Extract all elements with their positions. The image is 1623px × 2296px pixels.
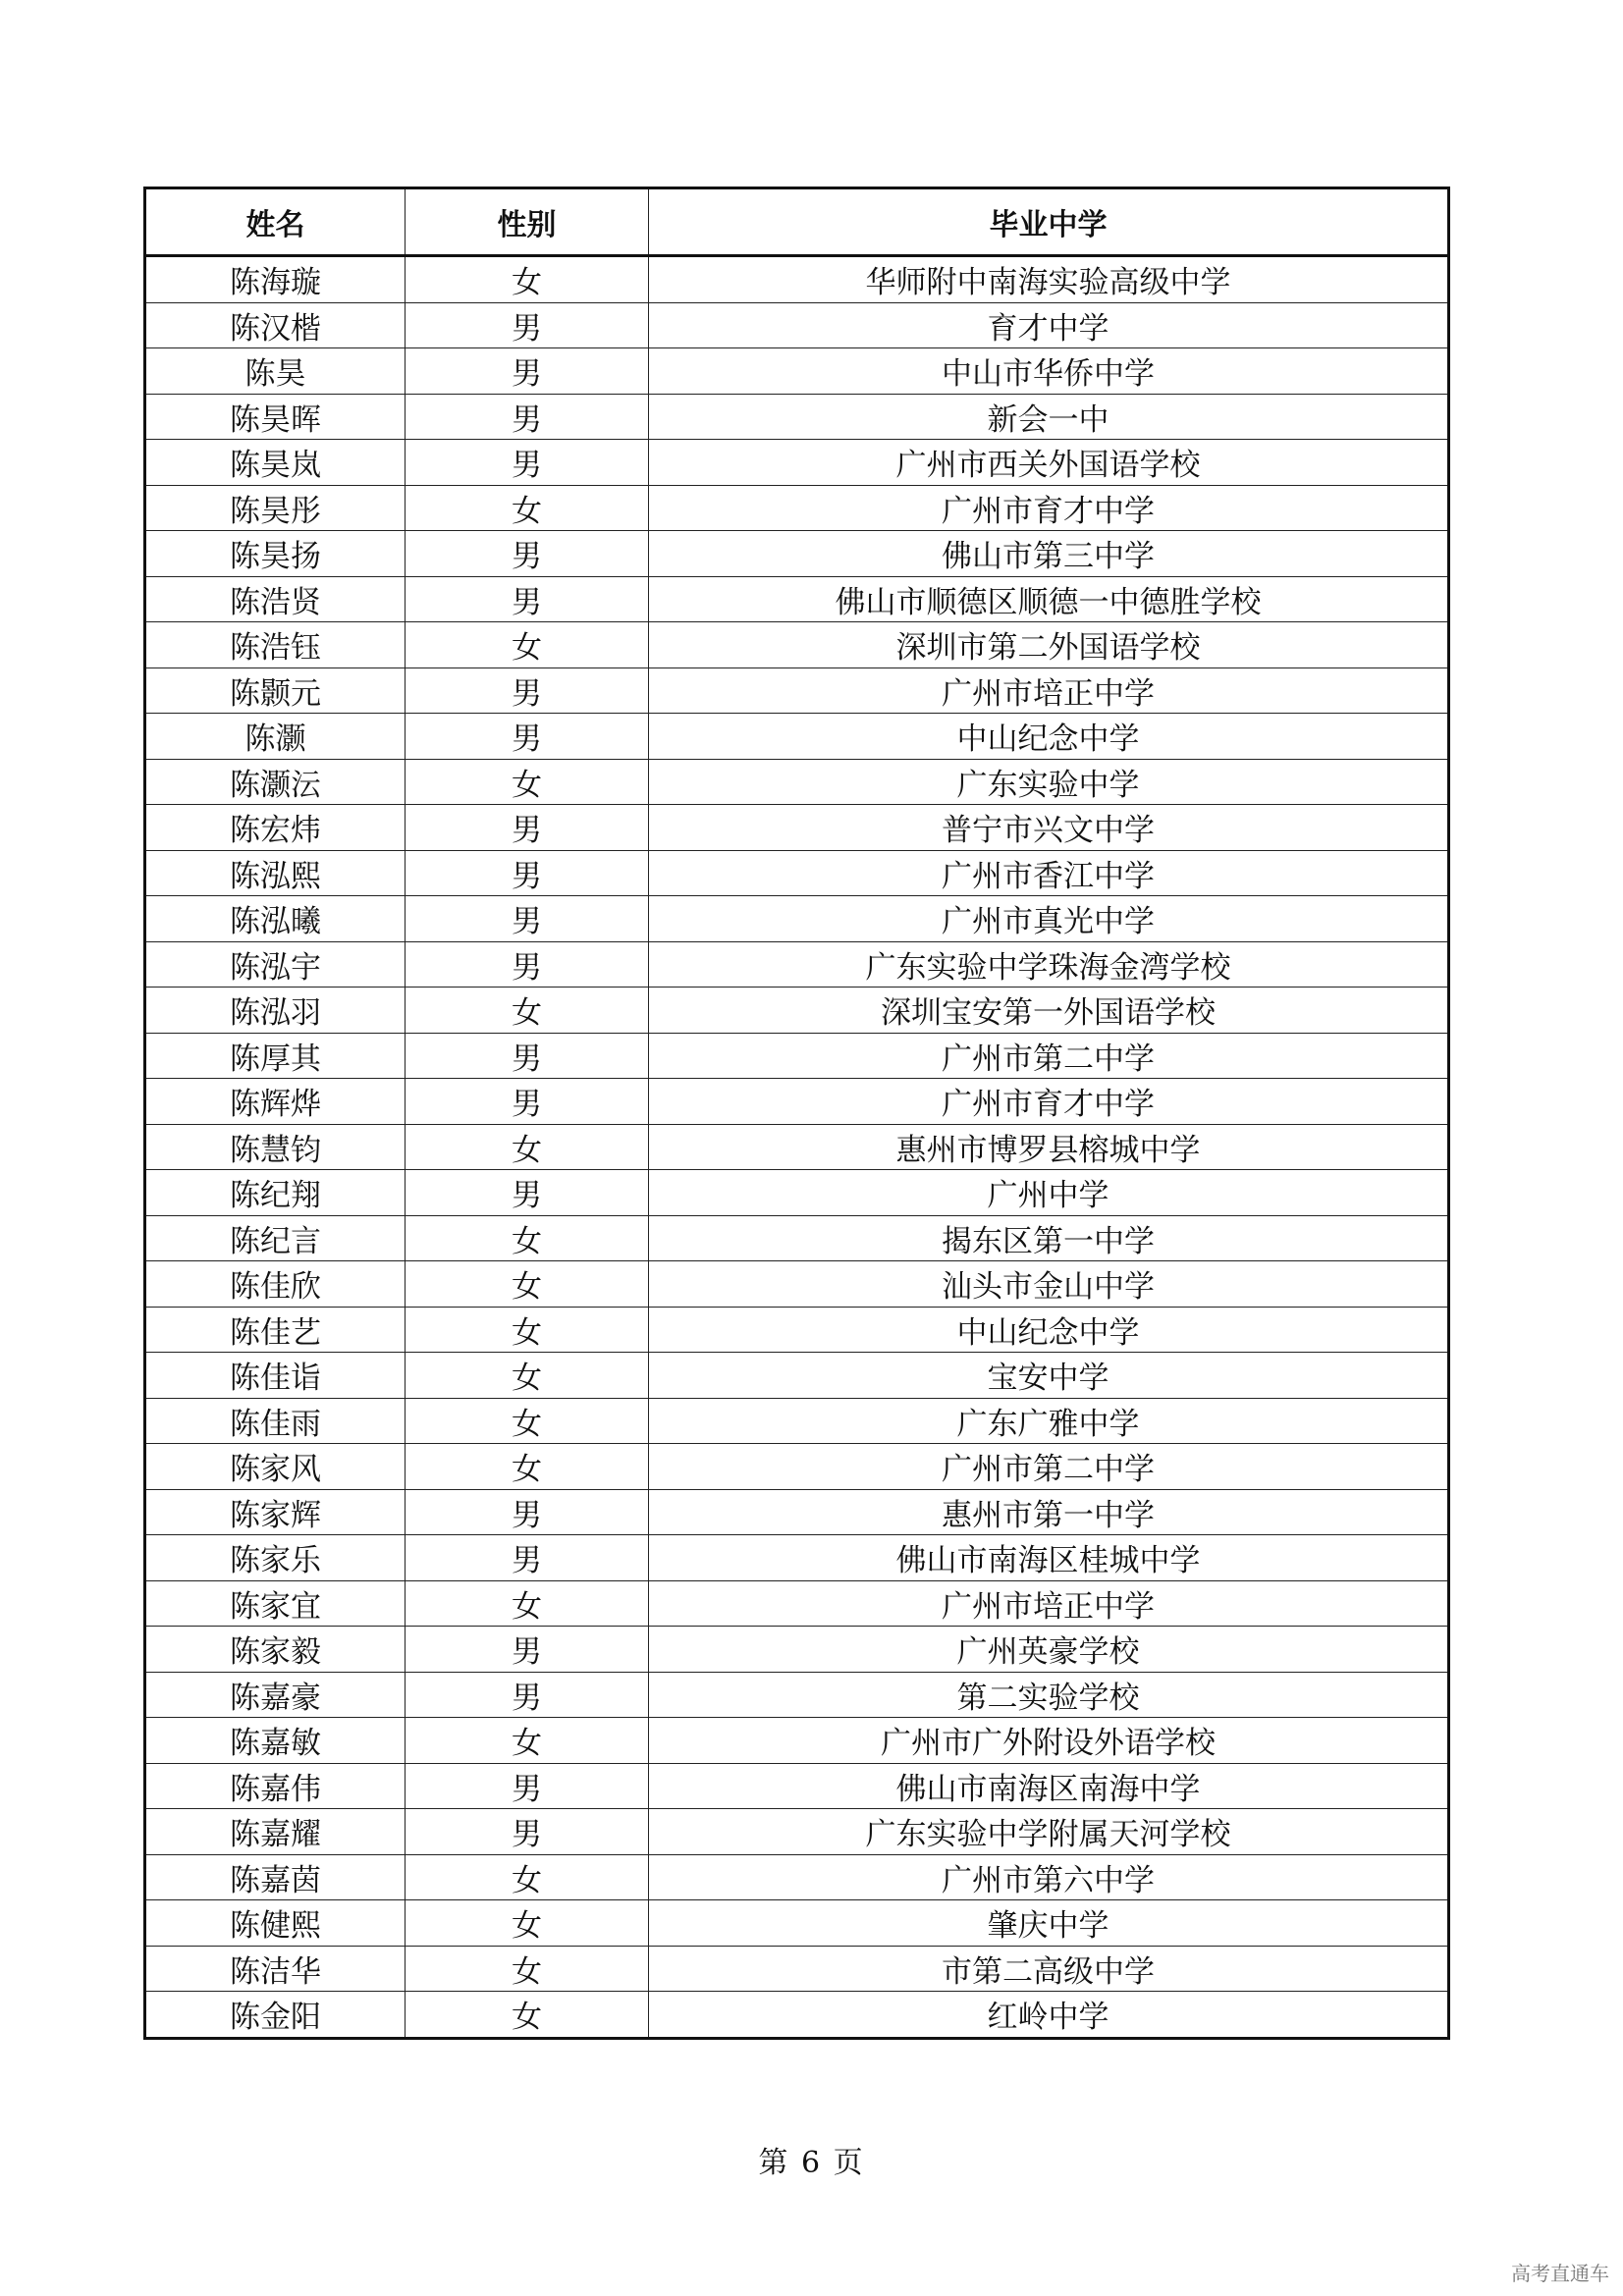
cell-gender: 女 <box>406 1946 649 1992</box>
column-header-school: 毕业中学 <box>649 188 1449 256</box>
cell-gender: 女 <box>406 1444 649 1490</box>
cell-gender: 男 <box>406 1079 649 1125</box>
table-row <box>145 1672 1449 1718</box>
table-row <box>145 1489 1449 1535</box>
table-row <box>145 1580 1449 1627</box>
table-row <box>145 1854 1449 1900</box>
cell-name: 陈泓熙 <box>145 850 406 896</box>
table-row <box>145 1444 1449 1490</box>
table-row <box>145 1900 1449 1947</box>
cell-gender: 女 <box>406 1718 649 1764</box>
cell-gender: 女 <box>406 1307 649 1353</box>
cell-gender: 男 <box>406 1170 649 1216</box>
cell-gender: 男 <box>406 394 649 440</box>
cell-name: 陈昊晖 <box>145 394 406 440</box>
cell-gender: 男 <box>406 714 649 760</box>
cell-name: 陈嘉豪 <box>145 1672 406 1718</box>
cell-school: 市第二高级中学 <box>649 1946 1449 1992</box>
cell-name: 陈佳雨 <box>145 1398 406 1444</box>
cell-gender: 男 <box>406 1809 649 1855</box>
table-row <box>145 759 1449 805</box>
cell-school: 第二实验学校 <box>649 1672 1449 1718</box>
table-body <box>145 256 1449 2039</box>
cell-school: 中山市华侨中学 <box>649 348 1449 395</box>
cell-name: 陈纪翔 <box>145 1170 406 1216</box>
cell-gender: 男 <box>406 1535 649 1581</box>
cell-name: 陈汉楷 <box>145 302 406 348</box>
cell-gender: 女 <box>406 1215 649 1261</box>
table-row <box>145 714 1449 760</box>
table-header <box>145 188 1449 256</box>
cell-school: 惠州市博罗县榕城中学 <box>649 1124 1449 1170</box>
cell-gender: 女 <box>406 1900 649 1947</box>
table-row <box>145 1718 1449 1764</box>
table-row <box>145 256 1449 303</box>
cell-name: 陈佳艺 <box>145 1307 406 1353</box>
cell-school: 广州市广外附设外语学校 <box>649 1718 1449 1764</box>
cell-name: 陈慧钧 <box>145 1124 406 1170</box>
cell-name: 陈家辉 <box>145 1489 406 1535</box>
cell-gender: 女 <box>406 1353 649 1399</box>
cell-school: 宝安中学 <box>649 1353 1449 1399</box>
cell-gender: 女 <box>406 1580 649 1627</box>
cell-school: 华师附中南海实验高级中学 <box>649 256 1449 303</box>
cell-gender: 男 <box>406 1033 649 1079</box>
cell-school: 广州市香江中学 <box>649 850 1449 896</box>
cell-school: 广州市第六中学 <box>649 1854 1449 1900</box>
cell-school: 广州市第二中学 <box>649 1033 1449 1079</box>
cell-gender: 女 <box>406 1854 649 1900</box>
cell-name: 陈佳诣 <box>145 1353 406 1399</box>
cell-gender: 男 <box>406 805 649 851</box>
table-row <box>145 531 1449 577</box>
cell-school: 深圳宝安第一外国语学校 <box>649 988 1449 1034</box>
cell-gender: 男 <box>406 302 649 348</box>
table-row <box>145 622 1449 668</box>
table-row <box>145 850 1449 896</box>
cell-gender: 男 <box>406 850 649 896</box>
table-row <box>145 302 1449 348</box>
table-row <box>145 1946 1449 1992</box>
cell-school: 广东实验中学 <box>649 759 1449 805</box>
cell-name: 陈金阳 <box>145 1992 406 2039</box>
cell-gender: 女 <box>406 622 649 668</box>
cell-gender: 男 <box>406 440 649 486</box>
cell-name: 陈浩钰 <box>145 622 406 668</box>
table-row <box>145 348 1449 395</box>
cell-school: 惠州市第一中学 <box>649 1489 1449 1535</box>
cell-gender: 男 <box>406 531 649 577</box>
table-row <box>145 1763 1449 1809</box>
cell-name: 陈厚其 <box>145 1033 406 1079</box>
page-number: 第 6 页 <box>758 2146 865 2180</box>
table-row <box>145 896 1449 942</box>
student-roster-table <box>143 187 1450 2040</box>
cell-gender: 男 <box>406 1627 649 1673</box>
cell-school: 广东实验中学附属天河学校 <box>649 1809 1449 1855</box>
cell-name: 陈昊扬 <box>145 531 406 577</box>
cell-gender: 男 <box>406 576 649 622</box>
cell-name: 陈洁华 <box>145 1946 406 1992</box>
cell-school: 广州中学 <box>649 1170 1449 1216</box>
table-row <box>145 1033 1449 1079</box>
table-row <box>145 1307 1449 1353</box>
table-row <box>145 1170 1449 1216</box>
table-row <box>145 1809 1449 1855</box>
cell-school: 红岭中学 <box>649 1992 1449 2039</box>
cell-name: 陈昊彤 <box>145 485 406 531</box>
cell-name: 陈嘉耀 <box>145 1809 406 1855</box>
table-row <box>145 1353 1449 1399</box>
cell-name: 陈家毅 <box>145 1627 406 1673</box>
cell-name: 陈宏炜 <box>145 805 406 851</box>
cell-school: 广东广雅中学 <box>649 1398 1449 1444</box>
cell-name: 陈灏沄 <box>145 759 406 805</box>
table-row <box>145 805 1449 851</box>
header-row <box>145 188 1449 256</box>
cell-gender: 女 <box>406 1124 649 1170</box>
cell-school: 广州市育才中学 <box>649 1079 1449 1125</box>
cell-school: 广州市西关外国语学校 <box>649 440 1449 486</box>
cell-name: 陈海璇 <box>145 256 406 303</box>
cell-school: 广州市培正中学 <box>649 1580 1449 1627</box>
table-row <box>145 1535 1449 1581</box>
cell-school: 中山纪念中学 <box>649 714 1449 760</box>
table-row <box>145 941 1449 988</box>
cell-school: 广州市第二中学 <box>649 1444 1449 1490</box>
cell-gender: 男 <box>406 896 649 942</box>
cell-name: 陈家宜 <box>145 1580 406 1627</box>
cell-school: 广州市培正中学 <box>649 667 1449 714</box>
cell-school: 深圳市第二外国语学校 <box>649 622 1449 668</box>
cell-name: 陈嘉伟 <box>145 1763 406 1809</box>
table-row <box>145 667 1449 714</box>
cell-name: 陈灏 <box>145 714 406 760</box>
cell-name: 陈嘉茵 <box>145 1854 406 1900</box>
column-header-gender: 性别 <box>406 188 649 256</box>
cell-gender: 男 <box>406 1763 649 1809</box>
cell-gender: 女 <box>406 256 649 303</box>
cell-gender: 男 <box>406 941 649 988</box>
table-row <box>145 1398 1449 1444</box>
cell-school: 育才中学 <box>649 302 1449 348</box>
table-row <box>145 1124 1449 1170</box>
cell-school: 佛山市第三中学 <box>649 531 1449 577</box>
cell-name: 陈泓曦 <box>145 896 406 942</box>
table-row <box>145 394 1449 440</box>
table-row <box>145 1079 1449 1125</box>
cell-name: 陈佳欣 <box>145 1261 406 1308</box>
table-row <box>145 1261 1449 1308</box>
cell-name: 陈颢元 <box>145 667 406 714</box>
roster-table-container <box>143 187 1447 2040</box>
table-row <box>145 576 1449 622</box>
watermark-text: 高考直通车 <box>1511 2262 1609 2285</box>
cell-gender: 男 <box>406 1489 649 1535</box>
cell-gender: 男 <box>406 1672 649 1718</box>
cell-name: 陈昊岚 <box>145 440 406 486</box>
cell-gender: 女 <box>406 759 649 805</box>
cell-name: 陈嘉敏 <box>145 1718 406 1764</box>
cell-name: 陈泓羽 <box>145 988 406 1034</box>
cell-gender: 女 <box>406 988 649 1034</box>
cell-school: 汕头市金山中学 <box>649 1261 1449 1308</box>
cell-name: 陈健熙 <box>145 1900 406 1947</box>
cell-school: 佛山市顺德区顺德一中德胜学校 <box>649 576 1449 622</box>
cell-school: 新会一中 <box>649 394 1449 440</box>
cell-school: 广州市真光中学 <box>649 896 1449 942</box>
cell-name: 陈纪言 <box>145 1215 406 1261</box>
cell-gender: 女 <box>406 1398 649 1444</box>
cell-name: 陈昊 <box>145 348 406 395</box>
cell-school: 揭东区第一中学 <box>649 1215 1449 1261</box>
table-row <box>145 485 1449 531</box>
cell-name: 陈泓宇 <box>145 941 406 988</box>
cell-school: 广州英豪学校 <box>649 1627 1449 1673</box>
cell-school: 广东实验中学珠海金湾学校 <box>649 941 1449 988</box>
cell-gender: 男 <box>406 667 649 714</box>
column-header-name: 姓名 <box>145 188 406 256</box>
cell-school: 肇庆中学 <box>649 1900 1449 1947</box>
cell-name: 陈家风 <box>145 1444 406 1490</box>
cell-name: 陈浩贤 <box>145 576 406 622</box>
cell-school: 广州市育才中学 <box>649 485 1449 531</box>
cell-gender: 男 <box>406 348 649 395</box>
cell-school: 普宁市兴文中学 <box>649 805 1449 851</box>
table-row <box>145 440 1449 486</box>
cell-school: 佛山市南海区南海中学 <box>649 1763 1449 1809</box>
cell-name: 陈辉烨 <box>145 1079 406 1125</box>
table-row <box>145 1215 1449 1261</box>
table-row <box>145 1992 1449 2039</box>
table-row <box>145 1627 1449 1673</box>
cell-name: 陈家乐 <box>145 1535 406 1581</box>
cell-school: 中山纪念中学 <box>649 1307 1449 1353</box>
cell-school: 佛山市南海区桂城中学 <box>649 1535 1449 1581</box>
table-row <box>145 988 1449 1034</box>
cell-gender: 女 <box>406 485 649 531</box>
cell-gender: 女 <box>406 1261 649 1308</box>
cell-gender: 女 <box>406 1992 649 2039</box>
